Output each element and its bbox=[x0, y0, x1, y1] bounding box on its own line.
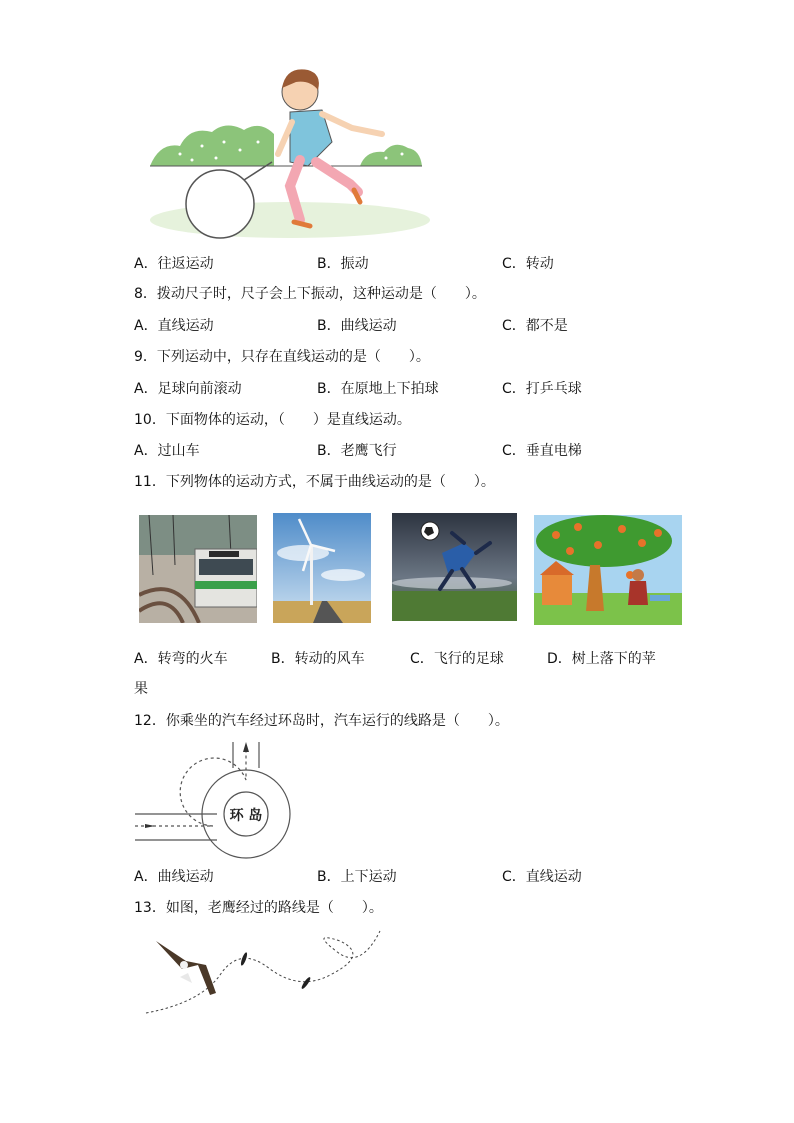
option-a[interactable]: A．过山车 bbox=[134, 443, 200, 459]
turning-train-photo bbox=[139, 515, 257, 623]
question-8-stem: 8．拨动尺子时，尺子会上下振动，这种运动是（ ）。 bbox=[134, 286, 486, 302]
option-c[interactable]: C．飞行的足球 bbox=[410, 651, 504, 667]
option-b[interactable]: B．老鹰飞行 bbox=[317, 443, 397, 459]
flying-football-photo bbox=[392, 513, 517, 621]
falling-apple-photo bbox=[534, 515, 682, 625]
option-c[interactable]: C．打乒乓球 bbox=[502, 381, 582, 397]
eagle-path-figure bbox=[140, 925, 385, 1017]
option-d[interactable]: D．树上落下的苹 bbox=[547, 651, 656, 667]
option-c[interactable]: C．转动 bbox=[502, 256, 554, 272]
option-b[interactable]: B．上下运动 bbox=[317, 869, 397, 885]
option-c[interactable]: C．垂直电梯 bbox=[502, 443, 582, 459]
option-a[interactable]: A．足球向前滚动 bbox=[134, 381, 242, 397]
boy-rolling-hoop-figure bbox=[140, 62, 430, 242]
question-12-stem: 12．你乘坐的汽车经过环岛时，汽车运行的线路是（ ）。 bbox=[134, 713, 509, 729]
option-a[interactable]: A．往返运动 bbox=[134, 256, 214, 272]
windmill-photo bbox=[273, 513, 371, 623]
roundabout-figure bbox=[135, 740, 295, 860]
option-a[interactable]: A．曲线运动 bbox=[134, 869, 214, 885]
question-13-stem: 13．如图，老鹰经过的路线是（ ）。 bbox=[134, 900, 383, 916]
option-b[interactable]: B．振动 bbox=[317, 256, 369, 272]
option-b[interactable]: B．曲线运动 bbox=[317, 318, 397, 334]
option-c[interactable]: C．都不是 bbox=[502, 318, 568, 334]
question-10-stem: 10．下面物体的运动，（ ）是直线运动。 bbox=[134, 412, 411, 428]
question-9-stem: 9．下列运动中，只存在直线运动的是（ ）。 bbox=[134, 349, 430, 365]
option-a[interactable]: A．直线运动 bbox=[134, 318, 214, 334]
option-d-wrap: 果 bbox=[134, 681, 148, 697]
option-b[interactable]: B．在原地上下拍球 bbox=[317, 381, 439, 397]
question-11-stem: 11．下列物体的运动方式，不属于曲线运动的是（ ）。 bbox=[134, 474, 495, 490]
option-a[interactable]: A．转弯的火车 bbox=[134, 651, 228, 667]
roundabout-label: 环 岛 bbox=[229, 808, 263, 824]
option-b[interactable]: B．转动的风车 bbox=[271, 651, 365, 667]
option-c[interactable]: C．直线运动 bbox=[502, 869, 582, 885]
